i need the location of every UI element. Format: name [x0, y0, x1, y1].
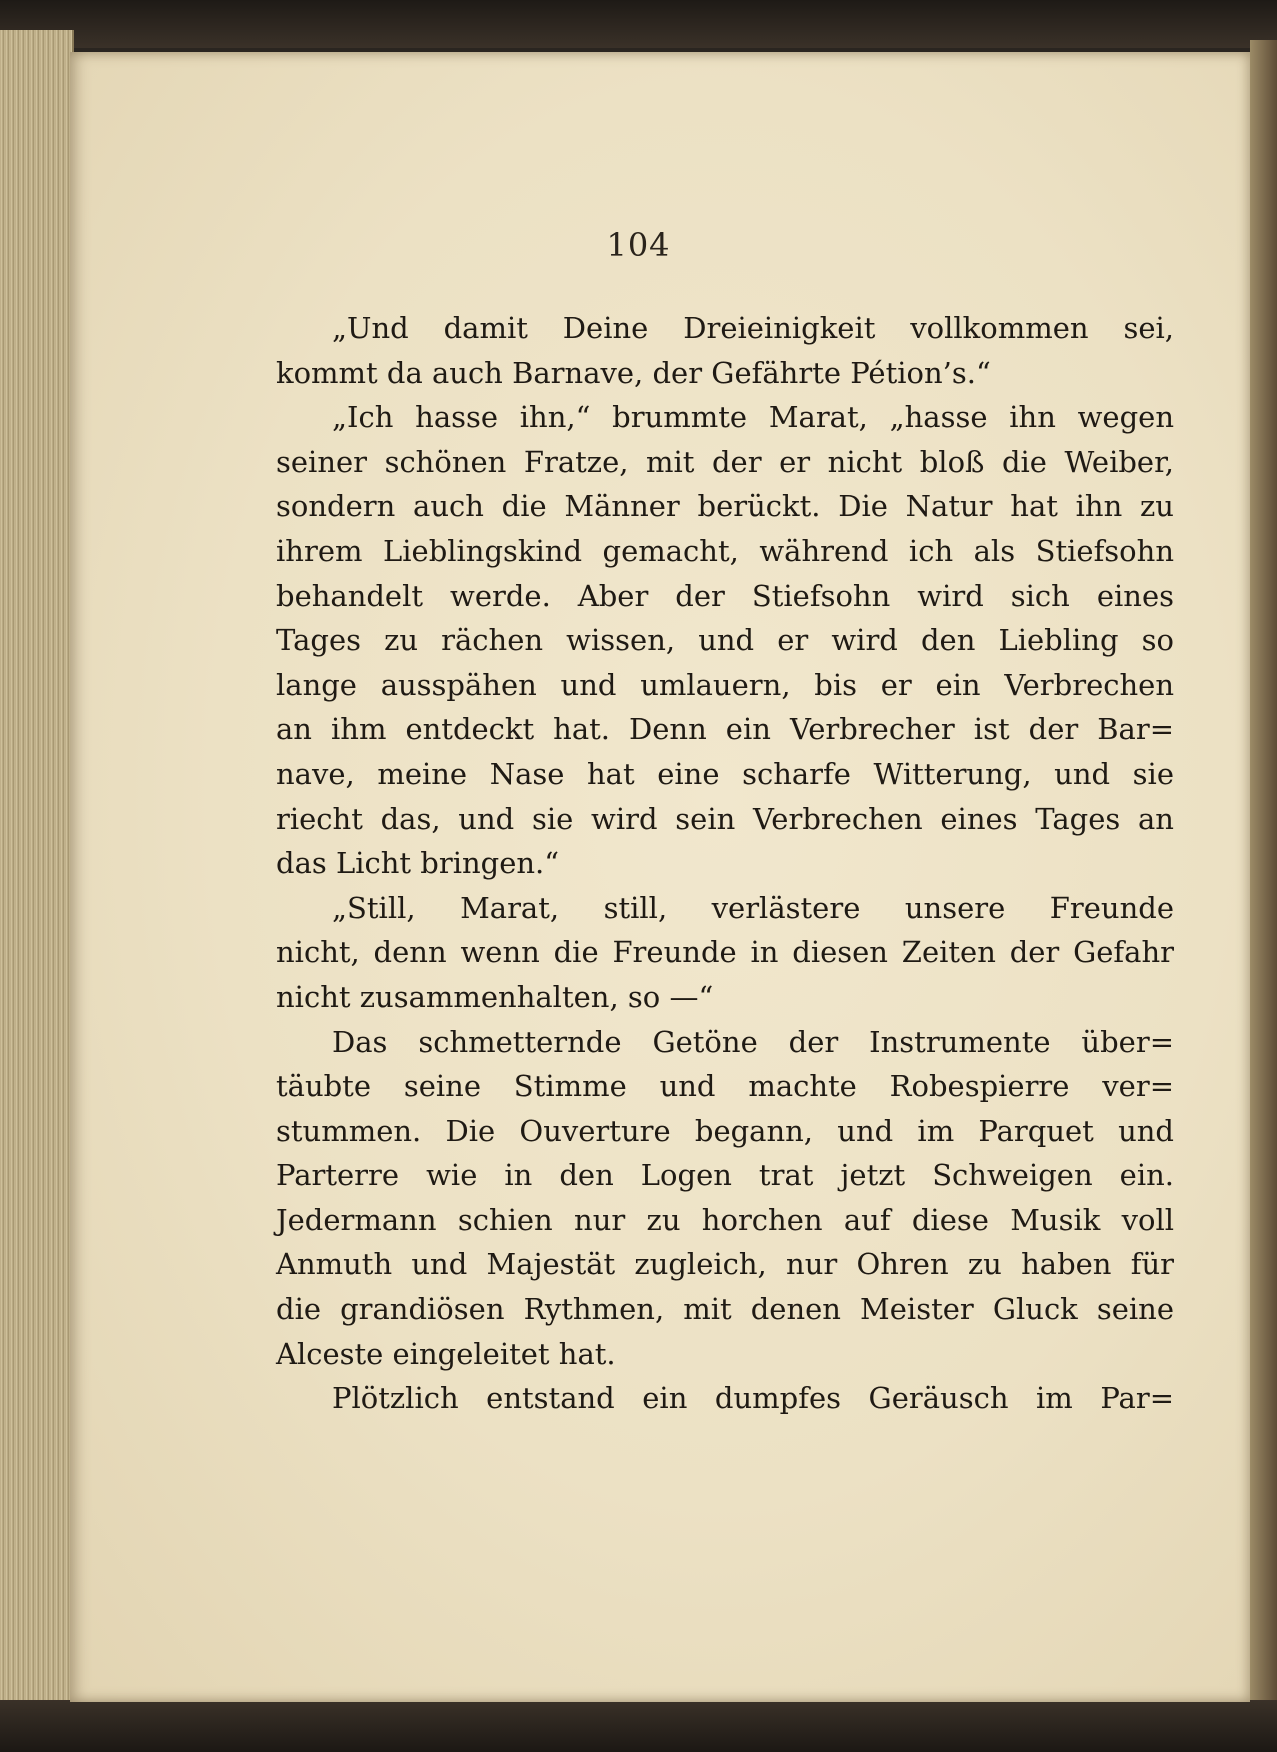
text-line: täubte seine Stimme und machte Robespierre ver= — [276, 1069, 1174, 1104]
text-line: Jedermann schien nur zu horchen auf diese Musik voll — [276, 1202, 1174, 1237]
text-line: ihrem Lieblingskind gemacht, während ich als Stiefsohn — [276, 533, 1174, 568]
text-line: sondern auch die Männer berückt. Die Natur hat ihn zu — [276, 489, 1174, 524]
text-line: „Und damit Deine Dreieinigkeit vollkommen sei, — [332, 311, 1174, 345]
text-line: seiner schönen Fratze, mit der er nicht bloß die Weiber, — [276, 444, 1174, 479]
text-line: Plötzlich entstand ein dumpfes Geräusch im Par= — [332, 1381, 1174, 1416]
page-edges-stack — [0, 30, 74, 1720]
text-line: kommt da auch Barnave, der Gefährte Pétion’s.“ — [276, 355, 991, 390]
book-gutter — [1250, 40, 1277, 1720]
text-line: Alceste eingeleitet hat. — [276, 1336, 616, 1371]
text-line: die grandiösen Rythmen, mit denen Meister Gluck seine — [276, 1292, 1174, 1327]
text-line: Parterre wie in den Logen trat jetzt Schweigen ein. — [276, 1158, 1174, 1193]
text-line: riecht das, und sie wird sein Verbrechen eines Tages an — [276, 801, 1174, 836]
text-line: lange ausspähen und umlauern, bis er ein Verbrechen — [276, 667, 1174, 702]
text-line: an ihm entdeckt hat. Denn ein Verbrecher ist der Bar= — [276, 712, 1174, 747]
body-text — [276, 306, 1174, 1421]
text-line: Anmuth und Majestät zugleich, nur Ohren zu haben für — [276, 1247, 1174, 1282]
text-line: Tages zu rächen wissen, und er wird den Liebling so — [276, 623, 1174, 658]
text-line: nicht, denn wenn die Freunde in diesen Zeiten der Gefahr — [276, 935, 1174, 970]
text-line: das Licht bringen.“ — [276, 846, 560, 881]
text-line: nave, meine Nase hat eine scharfe Witterung, und sie — [276, 756, 1174, 791]
text-line: Das schmetternde Getöne der Instrumente über= — [332, 1024, 1174, 1059]
text-line: „Ich hasse ihn,“ brummte Marat, „hasse ihn wegen — [332, 400, 1174, 435]
text-line: nicht zusammenhalten, so —“ — [276, 979, 714, 1014]
page-number: 104 — [606, 226, 671, 264]
text-line: stummen. Die Ouverture begann, und im Parquet und — [276, 1113, 1174, 1148]
text-line: behandelt werde. Aber der Stiefsohn wird sich eines — [276, 578, 1174, 613]
scanner-background-bottom — [0, 1700, 1277, 1752]
text-line: „Still, Marat, still, verlästere unsere Freunde — [332, 890, 1174, 925]
scanner-background-top — [0, 0, 1277, 48]
